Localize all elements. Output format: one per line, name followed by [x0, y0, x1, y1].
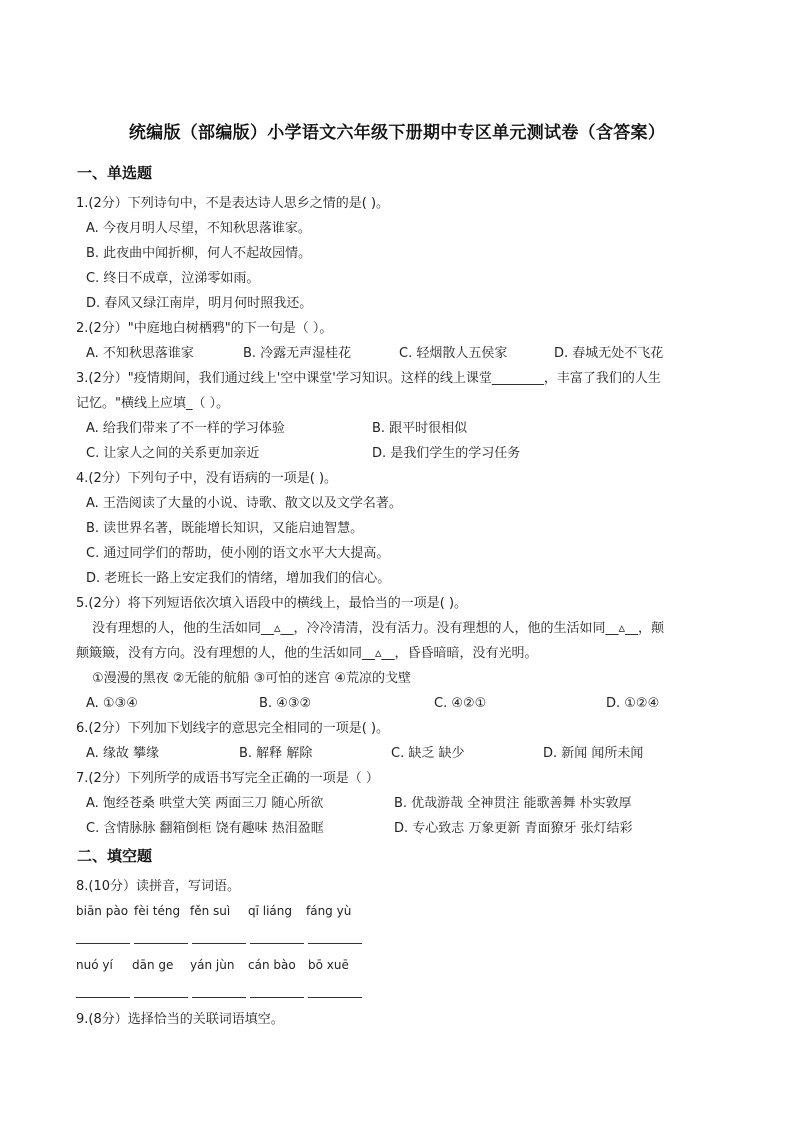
question-7-option-c: C. 含情脉脉 翻箱倒柜 饶有趣味 热泪盈眶: [86, 821, 324, 836]
question-5-option-b: B. ④③②: [259, 696, 312, 711]
answer-blank[interactable]: [250, 997, 304, 998]
pinyin-item: biān pào: [76, 904, 129, 918]
question-5-passage-line-2: 颠簸簸，没有方向。没有理想的人，他的生活如同__▵__，昏昏暗暗，没有光明。: [76, 646, 538, 661]
question-6-option-c: C. 缺乏 缺少: [391, 746, 465, 761]
question-5-passage-line-1: 没有理想的人，他的生活如同__▵__，冷冷清清，没有活力。没有理想的人，他的生活如同__▵__，颠: [92, 621, 665, 636]
question-6-option-d: D. 新闻 闻所未闻: [543, 746, 644, 761]
question-3-option-c: C. 让家人之间的关系更加亲近: [86, 446, 260, 461]
question-4-option-b: B. 读世界名著，既能增长知识，又能启迪智慧。: [86, 521, 364, 536]
pinyin-item: bō xuē: [308, 958, 349, 972]
question-7-option-d: D. 专心致志 万象更新 青面獠牙 张灯结彩: [394, 821, 633, 836]
answer-blank[interactable]: [308, 997, 362, 998]
question-5-phrase-list: ①漫漫的黑夜 ②无能的航船 ③可怕的迷宫 ④荒凉的戈壁: [92, 671, 412, 686]
question-4-option-c: C. 通过同学们的帮助，使小刚的语文水平大大提高。: [86, 546, 390, 561]
pinyin-item: fèi téng: [134, 904, 181, 918]
answer-blank[interactable]: [76, 997, 130, 998]
question-2-option-a: A. 不知秋思落谁家: [86, 346, 194, 361]
question-4-stem: 4.(2分）下列句子中，没有语病的一项是( )。: [76, 471, 338, 486]
question-1-option-a: A. 今夜月明人尽望，不知秋思落谁家。: [86, 221, 311, 236]
answer-blank[interactable]: [134, 997, 188, 998]
document-title: 统编版（部编版）小学语文六年级下册期中专区单元测试卷（含答案）: [128, 123, 666, 143]
question-6-stem: 6.(2分）下列加下划线字的意思完全相同的一项是( )。: [76, 721, 390, 736]
pinyin-item: dān ge: [132, 958, 174, 972]
answer-blanks-row-2[interactable]: [76, 997, 364, 998]
question-1-option-d: D. 春风又绿江南岸，明月何时照我还。: [86, 296, 313, 311]
question-3-stem: 3.(2分）"疫情期间，我们通过线上'空中课堂'学习知识。这样的线上课堂________，丰富了我们的人生: [76, 371, 661, 386]
question-2-option-d: D. 春城无处不飞花: [554, 346, 664, 361]
pinyin-item: fáng yù: [306, 904, 352, 918]
question-2-stem: 2.(2分）"中庭地白树栖鸦"的下一句是（ ）。: [76, 321, 333, 336]
pinyin-item: fěn suì: [190, 904, 231, 918]
question-5-stem: 5.(2分）将下列短语依次填入语段中的横线上，最恰当的一项是( )。: [76, 596, 468, 611]
question-1-option-b: B. 此夜曲中闻折柳，何人不起故园情。: [86, 246, 312, 261]
question-9-stem: 9.(8分）选择恰当的关联词语填空。: [76, 1012, 284, 1027]
question-7-stem: 7.(2分）下列所学的成语书写完全正确的一项是（ ）: [76, 771, 379, 786]
question-2-option-c: C. 轻烟散人五侯家: [399, 346, 508, 361]
question-1-stem: 1.(2分）下列诗句中，不是表达诗人思乡之情的是( )。: [76, 196, 390, 211]
pinyin-item: cán bào: [248, 958, 296, 972]
question-6-option-a: A. 缘故 攀缘: [86, 746, 160, 761]
question-4-option-a: A. 王浩阅读了大量的小说、诗歌、散文以及文学名著。: [86, 496, 402, 511]
answer-blank[interactable]: [134, 943, 188, 944]
question-6-option-b: B. 解释 解除: [239, 746, 313, 761]
question-4-option-d: D. 老班长一路上安定我们的情绪，增加我们的信心。: [86, 571, 391, 586]
question-5-option-d: D. ①②④: [606, 696, 660, 711]
question-1-option-c: C. 终日不成章，泣涕零如雨。: [86, 271, 260, 286]
section-title-fill-in: 二、填空题: [77, 847, 153, 865]
pinyin-item: nuó yí: [76, 958, 113, 972]
question-8-stem: 8.(10分）读拼音，写词语。: [76, 879, 241, 894]
section-title-single-choice: 一、单选题: [77, 164, 153, 182]
pinyin-item: yán jùn: [190, 958, 235, 972]
answer-blank[interactable]: [192, 997, 246, 998]
question-3-option-a: A. 给我们带来了不一样的学习体验: [86, 421, 285, 436]
answer-blank[interactable]: [192, 943, 246, 944]
question-7-option-b: B. 优哉游哉 全神贯注 能歌善舞 朴实敦厚: [394, 796, 632, 811]
question-3-option-b: B. 跟平时很相似: [372, 421, 468, 436]
question-7-option-a: A. 饱经苍桑 哄堂大笑 两面三刀 随心所欲: [86, 796, 324, 811]
answer-blank[interactable]: [250, 943, 304, 944]
question-3-stem-continued: 记忆。"横线上应填_（ ）。: [76, 396, 230, 411]
question-2-option-b: B. 冷露无声湿桂花: [243, 346, 352, 361]
answer-blank[interactable]: [76, 943, 130, 944]
answer-blanks-row-1[interactable]: [76, 943, 364, 944]
pinyin-item: qī liáng: [248, 904, 293, 918]
answer-blank[interactable]: [308, 943, 362, 944]
question-5-option-a: A. ①③④: [86, 696, 138, 711]
question-3-option-d: D. 是我们学生的学习任务: [372, 446, 521, 461]
question-5-option-c: C. ④②①: [434, 696, 487, 711]
